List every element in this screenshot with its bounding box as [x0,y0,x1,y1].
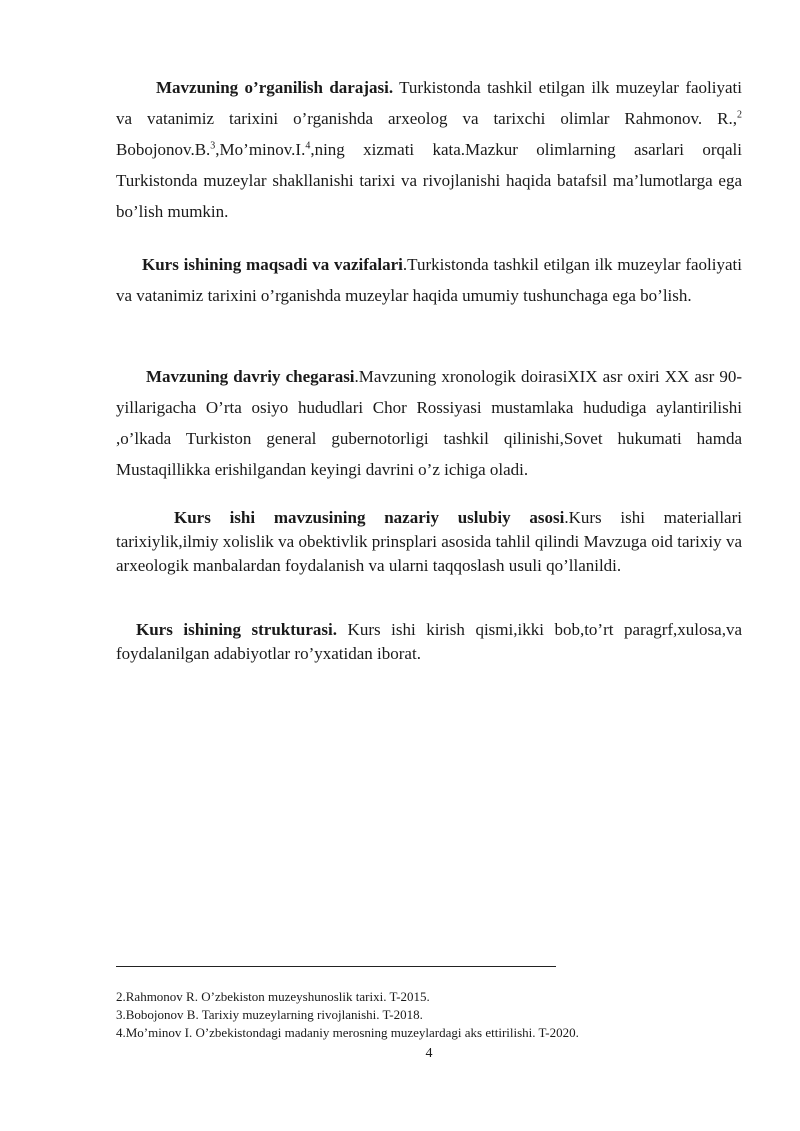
heading-methodology: Kurs ishi mavzusining nazariy uslubiy asosi [174,508,565,527]
footnote-ref-4: 4 [305,140,311,152]
paragraph-structure [116,618,742,666]
paragraph-text: Kurs ishi kirish qismi,ikki bob,to’rt paragrf,xulosa,va foydalanilgan adabiyotlar ro’yxatidan iborat. [116,620,742,663]
paragraph-text: ,Mo’minov.I. [215,140,306,159]
footnotes [116,988,756,1042]
paragraph-text: .Turkistonda tashkil etilgan ilk muzeylar faoliyati va vatanimiz tarixini o’rganishda muzeylar haqida umumiy tushunchaga ega bo’lish. [116,255,742,305]
paragraph-study-level [116,72,742,227]
footnote-item: 4.Mo’minov I. O’zbekistondagi madaniy merosning muzeylardagi aks ettirilishi. T-2020. [116,1025,579,1040]
paragraph-goals [116,249,742,311]
footnote-item: 2.Rahmonov R. O’zbekiston muzeyshunoslik tarixi. T-2015. [116,989,430,1004]
heading-structure: Kurs ishining strukturasi. [136,620,338,639]
footnote-ref-3: 3 [210,140,216,152]
footnote-ref-2: 2 [737,109,742,121]
paragraph-chronology [116,361,742,485]
heading-study-level: Mavzuning o’rganilish darajasi. [156,78,394,97]
footnote-item: 3.Bobojonov B. Tarixiy muzeylarning rivojlanishi. T-2018. [116,1007,423,1022]
heading-goals: Kurs ishining maqsadi va vazifalari [142,255,403,274]
page-number: 4 [425,1046,433,1061]
paragraph-text: .Mavzuning xronologik doirasiXIX asr oxiri XX asr 90-yillarigacha O’rta osiyo hududlari Chor Rossiyasi mustamlaka hududiga aylantirilishi ,o’lkada Turkiston general gubernotorligi tashkil qilinishi,Sovet hukumati hamda Mustaqillikka erishilgandan keyingi davrini o’z ichiga oladi. [116,367,742,479]
footnote-separator [116,966,556,967]
paragraph-methodology [116,506,742,578]
paragraph-text: Turkistonda tashkil etilgan ilk muzeylar faoliyati va vatanimiz tarixini o’rganishda arxeolog va tarixchi olimlar Rahmonov. R., [116,78,742,128]
heading-chronology: Mavzuning davriy chegarasi [146,367,355,386]
paragraph-text: Bobojonov.B. [116,140,211,159]
paragraph-text: ,ning xizmati kata.Mazkur olimlarning asarlari orqali Turkistonda muzeylar shakllanishi tarixi va rivojlanishi haqida batafsil ma’lumotlarga ega bo’lish mumkin. [116,140,742,221]
paragraph-text: .Kurs ishi materiallari tarixiylik,ilmiy xolislik va obektivlik prinsplari asosida tahlil qilindi Mavzuga oid tarixiy va arxeologik manbalardan foydalanish va ularni taqqoslash usuli qo’llanildi. [116,508,742,575]
